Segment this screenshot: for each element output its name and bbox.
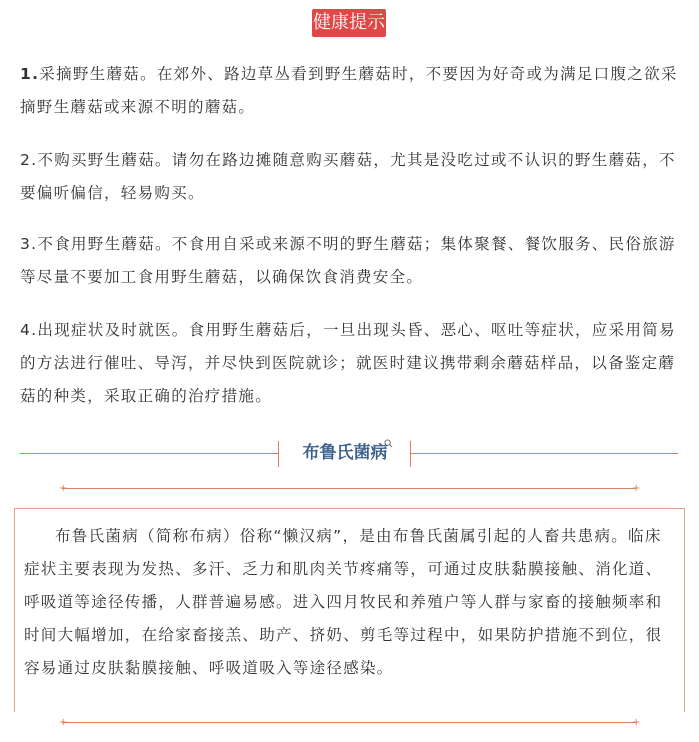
magnifier-icon: [384, 439, 393, 448]
section-body: 布鲁氏菌病（简称布病）俗称“懒汉病”，是由布鲁氏菌属引起的人畜共患病。临床症状主要表现为发热、多汗、乏力和肌肉关节疼痛等，可通过皮肤黏膜接触、消化道、呼吸道等途径传播，人群普遍易感。进入四月牧民和养殖户等人群与家畜的接触频率和时间大幅增加，在给家畜接羔、助产、挤奶、剪毛等过程中，如果防护措施不到位，很容易通过皮肤黏膜接触、呼吸道吸入等途径感染。: [24, 527, 663, 677]
section-divider-left-bar: [278, 441, 279, 467]
frame-top-rule: [62, 488, 636, 489]
frame-bottom-rule: [62, 722, 636, 723]
tip-1: [20, 58, 682, 124]
tip-3: [20, 228, 682, 294]
tip-text: 不食用野生蘑菇。不食用自采或来源不明的野生蘑菇；集体聚餐、餐饮服务、民俗旅游等尽量不要加工食用野生蘑菇，以确保饮食消费安全。: [20, 235, 676, 286]
tip-4: [20, 314, 682, 413]
cross-mark-icon: +: [59, 717, 68, 728]
health-tips-badge: 健康提示: [312, 9, 386, 37]
tip-number: 2.: [20, 151, 38, 169]
tip-text: 不购买野生蘑菇。请勿在路边摊随意购买蘑菇，尤其是没吃过或不认识的野生蘑菇，不要偏听偏信，轻易购买。: [20, 151, 676, 202]
cross-mark-icon: +: [632, 483, 641, 494]
section-divider-left: [20, 453, 278, 454]
section-title: 布鲁氏菌病: [302, 443, 388, 463]
tip-number: 4.: [20, 321, 38, 339]
tip-number: 3.: [20, 235, 38, 253]
section-divider-right-bar: [410, 441, 411, 467]
tip-number: 1.: [20, 65, 40, 83]
tip-text: 出现症状及时就医。食用野生蘑菇后，一旦出现头昏、恶心、呕吐等症状，应采用简易的方法进行催吐、导泻，并尽快到医院就诊；就医时建议携带剩余蘑菇样品，以备鉴定蘑菇的种类，采取正确的治疗措施。: [20, 321, 676, 405]
section-divider-right: [410, 453, 678, 454]
tip-text: 采摘野生蘑菇。在郊外、路边草丛看到野生蘑菇时，不要因为好奇或为满足口腹之欲采摘野生蘑菇或来源不明的蘑菇。: [20, 65, 678, 116]
tip-2: [20, 144, 682, 210]
cross-mark-icon: +: [59, 483, 68, 494]
cross-mark-icon: +: [632, 717, 641, 728]
